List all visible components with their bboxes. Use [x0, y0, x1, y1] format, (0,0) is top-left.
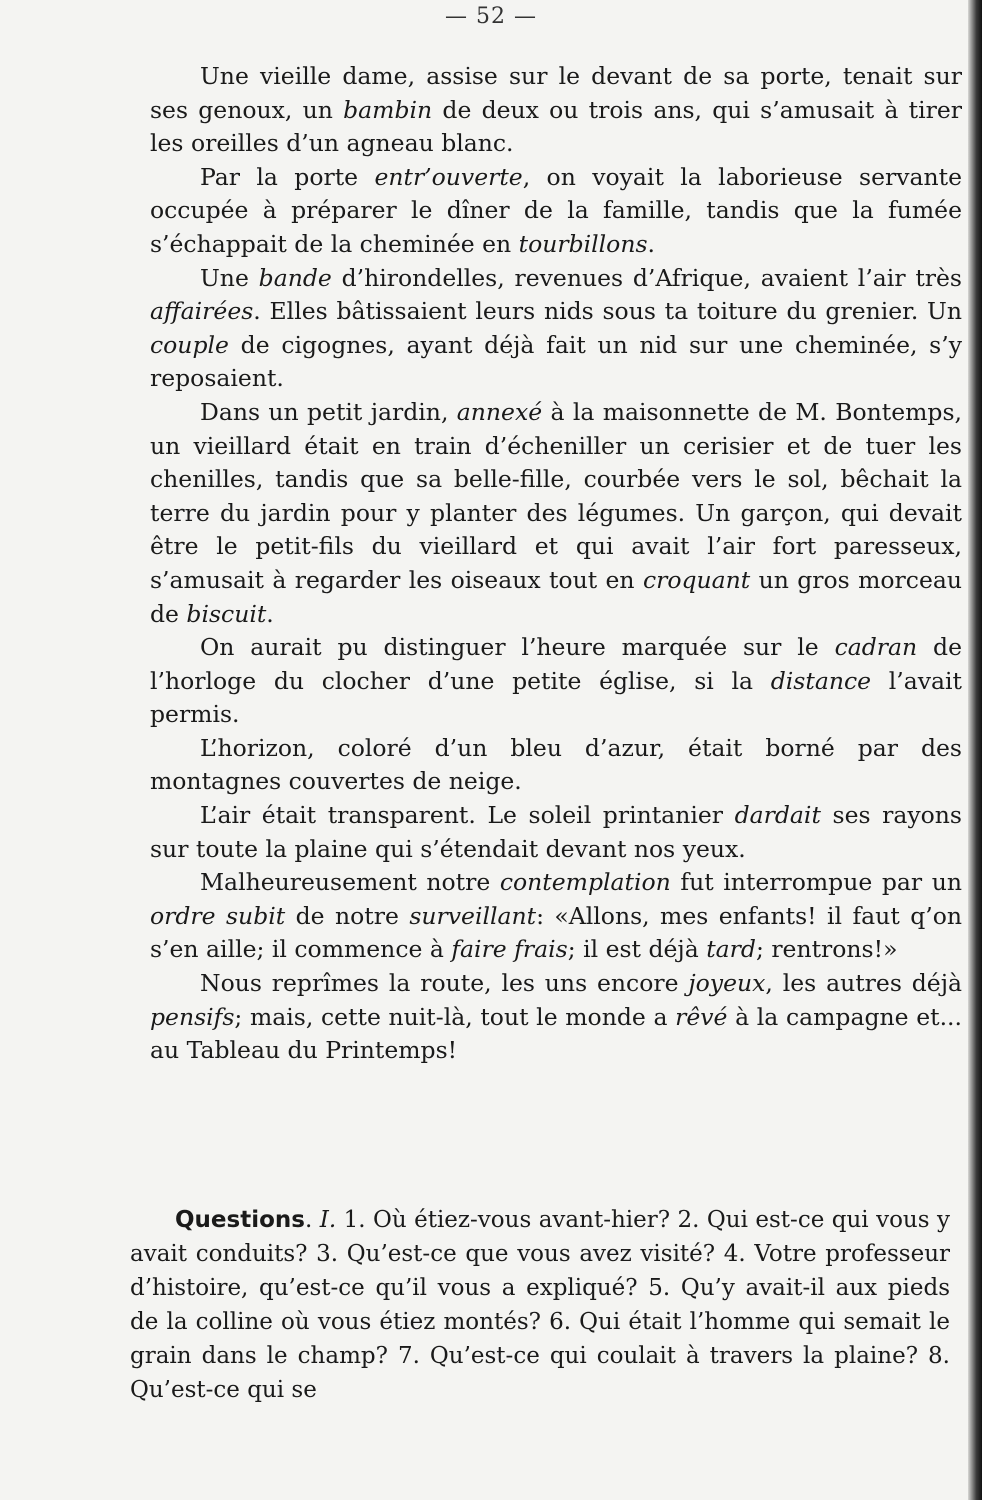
vocabulary-word: faire frais	[451, 935, 568, 964]
body-text	[150, 60, 962, 1068]
text-run: fut interrompue par un	[670, 868, 962, 897]
text-run: d’hirondelles, revenues d’Afrique, avaient l’air très	[331, 263, 962, 292]
questions-section-number: I.	[319, 1207, 337, 1233]
text-run: Une vieille dame, assise sur le devant de sa porte, tenait sur ses genoux, un	[150, 62, 962, 124]
paragraph	[150, 967, 962, 1068]
text-run: .	[647, 229, 656, 258]
vocabulary-word: entr’ouverte	[374, 162, 523, 191]
text-run: ; mais, cette nuit-là, tout le monde a	[234, 1002, 676, 1031]
vocabulary-word: cadran	[834, 633, 918, 662]
vocabulary-word: pensifs	[150, 1002, 235, 1031]
text-run: Nous reprîmes la route, les uns encore	[200, 969, 689, 998]
text-run: de notre	[285, 901, 410, 930]
vocabulary-word: joyeux	[688, 969, 766, 998]
text-run: ; il est déjà	[567, 935, 707, 964]
text-run: à la campagne et... au Tableau du Printemps!	[150, 1002, 962, 1065]
text-run: L’horizon, coloré d’un bleu d’azur, était borné par des montagnes couvertes de neige.	[150, 733, 962, 796]
text-run: Par la porte	[200, 162, 375, 191]
vocabulary-word: rêvé	[675, 1002, 728, 1031]
text-run: , les autres déjà	[765, 969, 962, 998]
text-run: Dans un petit jardin,	[200, 397, 457, 426]
text-run: Une	[200, 263, 259, 292]
text-run: de cigognes, ayant déjà fait un nid sur une cheminée, s’y reposaient.	[150, 330, 962, 393]
paragraph	[150, 262, 962, 396]
vocabulary-word: annexé	[456, 397, 543, 426]
questions-section	[130, 1203, 950, 1407]
text-run: L’air était transparent. Le soleil printanier	[200, 801, 735, 830]
vocabulary-word: distance	[770, 666, 872, 695]
vocabulary-word: affairées	[150, 297, 254, 326]
vocabulary-word: contemplation	[499, 868, 671, 897]
paragraph	[150, 732, 962, 799]
questions-paragraph: Questions. I. 1. Où étiez-vous avant-hier? 2. Qui est-ce qui vous y avait conduits? 3. Qu’est-ce que vous avez visité? 4. Votre professeur d’histoire, qu’est-ce qu’il vous a expliqué? 5. Qu’y avait-il aux pieds de la colline où vous étiez montés? 6. Qui était l’homme qui semait le grain dans le champ? 7. Qu’est-ce qui coulait à travers la plaine? 8. Qu’est-ce qui se	[130, 1207, 950, 1403]
vocabulary-word: tourbillons	[518, 229, 648, 258]
text-run: un gros morceau de	[150, 565, 962, 628]
paragraph	[150, 161, 962, 262]
page-number: — 52 —	[445, 4, 537, 29]
paragraph	[150, 631, 962, 732]
text-run: à la maisonnette de M. Bontemps, un vieillard était en train d’écheniller un cerisier et de tuer les chenilles, tandis que sa belle-fille, courbée vers le sol, bêchait la terre du jardin pour y planter des légumes. Un garçon, qui devait être le petit-fils du vieillard et qui avait l’air fort paresseux, s’amusait à regarder les oiseaux tout en	[150, 397, 962, 594]
text-run: , on voyait la laborieuse servante occupée à préparer le dîner de la famille, tandis que la fumée s’échappait de la cheminée en	[150, 162, 963, 258]
text-run: . Elles bâtissaient leurs nids sous ta toiture du grenier. Un	[253, 297, 962, 326]
text-run: de l’horloge du clocher d’une petite église, si la	[150, 633, 963, 695]
page-edge-shadow	[968, 0, 982, 1500]
vocabulary-word: surveillant	[409, 901, 537, 930]
vocabulary-word: bande	[258, 263, 332, 292]
text-run: On aurait pu distinguer l’heure marquée sur le	[200, 633, 835, 662]
questions-text: 1. Où étiez-vous avant-hier? 2. Qui est-ce qui vous y avait conduits? 3. Qu’est-ce que vous avez visité? 4. Votre professeur d’histoire, qu’est-ce qu’il vous a expliqué? 5. Qu’y avait-il aux pieds de la colline où vous étiez montés? 6. Qui était l’homme qui semait le grain dans le champ? 7. Qu’est-ce qui coulait à travers la plaine? 8. Qu’est-ce qui se	[130, 1207, 950, 1403]
paragraph	[150, 60, 962, 161]
paragraph	[150, 396, 962, 631]
vocabulary-word: bambin	[343, 95, 433, 124]
text-run: .	[266, 599, 274, 628]
text-run: ; rentrons!»	[755, 935, 898, 964]
vocabulary-word: tard	[706, 935, 756, 964]
vocabulary-word: biscuit	[186, 599, 267, 628]
text-run: Malheureusement notre	[200, 868, 500, 897]
vocabulary-word: dardait	[734, 801, 821, 830]
text-run: de deux ou trois ans, qui s’amusait à tirer les oreilles d’un agneau blanc.	[150, 95, 962, 158]
text-run: l’avait permis.	[150, 666, 962, 729]
vocabulary-word: croquant	[642, 565, 751, 594]
text-run: ses rayons sur toute la plaine qui s’étendait devant nos yeux.	[150, 801, 962, 863]
text-run: : «Allons, mes enfants! il faut q’on s’en aille; il commence à	[150, 901, 962, 964]
paragraph	[150, 866, 962, 967]
paragraph	[150, 799, 962, 866]
vocabulary-word: ordre subit	[150, 901, 286, 930]
questions-heading: Questions	[175, 1207, 305, 1233]
vocabulary-word: couple	[150, 330, 229, 359]
